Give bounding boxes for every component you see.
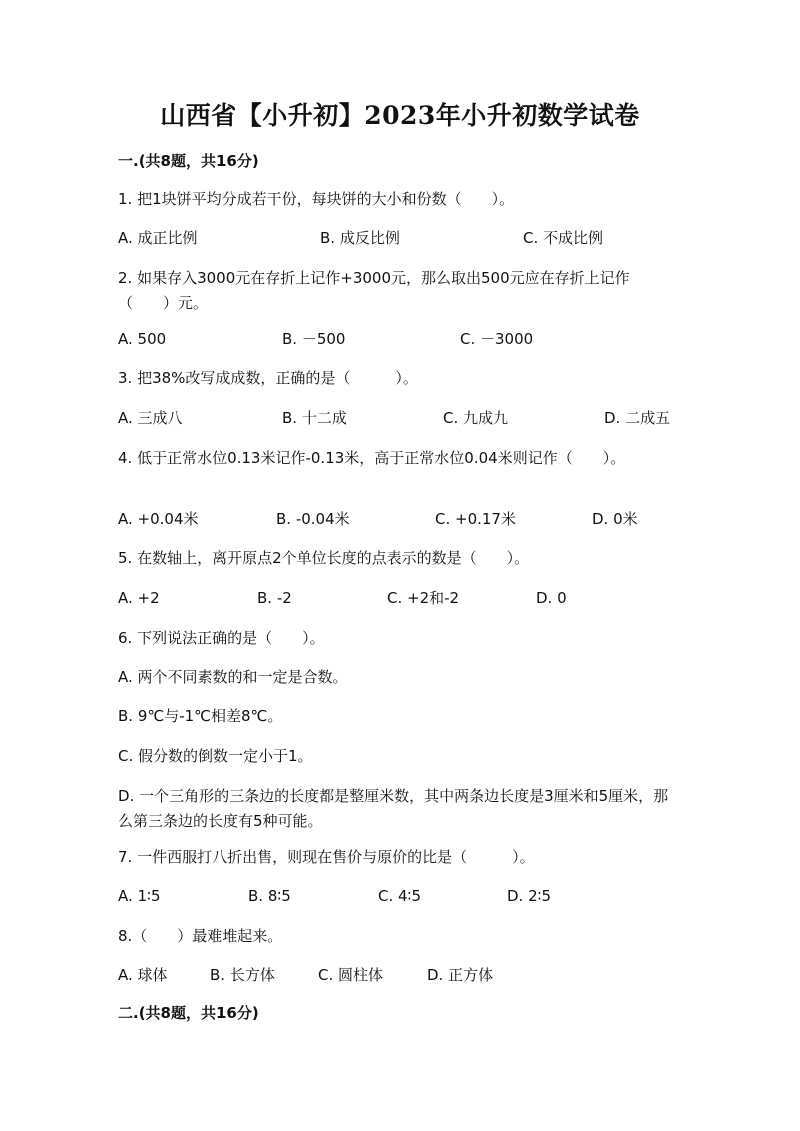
question-3-option-d: D. 二成五 <box>604 409 671 427</box>
question-4-option-c: C. +0.17米 <box>435 510 516 528</box>
section-heading: 一.(共8题，共16分) <box>118 152 259 170</box>
question-2-option-a: A. 500 <box>118 330 167 348</box>
question-7-option-b: B. 8∶5 <box>248 887 291 905</box>
question-3-option-c: C. 九成九 <box>443 409 509 427</box>
question-4-option-b: B. -0.04米 <box>276 510 350 528</box>
question-1-option-a: A. 成正比例 <box>118 229 198 247</box>
question-7-stem: 7. 一件西服打八折出售，则现在售价与原价的比是（ ）。 <box>118 848 535 866</box>
question-7-option-d: D. 2∶5 <box>507 887 552 905</box>
question-1-stem: 1. 把1块饼平均分成若干份，每块饼的大小和份数（ ）。 <box>118 190 515 208</box>
question-3-option-b: B. 十二成 <box>282 409 347 427</box>
question-5-option-b: B. -2 <box>257 589 292 607</box>
question-4-stem: 4. 低于正常水位0.13米记作-0.13米，高于正常水位0.04米则记作（ ）。 <box>118 449 626 467</box>
question-6-option-c: C. 假分数的倒数一定小于1。 <box>118 747 313 765</box>
question-8-option-d: D. 正方体 <box>427 966 494 984</box>
question-7-option-a: A. 1∶5 <box>118 887 161 905</box>
question-8-option-c: C. 圆柱体 <box>318 966 384 984</box>
question-5-option-c: C. +2和-2 <box>387 589 460 607</box>
question-5-stem: 5. 在数轴上，离开原点2个单位长度的点表示的数是（ ）。 <box>118 549 530 567</box>
question-7-option-c: C. 4∶5 <box>378 887 422 905</box>
question-4-option-d: D. 0米 <box>592 510 638 528</box>
question-6-stem: 6. 下列说法正确的是（ ）。 <box>118 629 325 647</box>
question-2-option-b: B. －500 <box>282 330 346 348</box>
question-1-option-c: C. 不成比例 <box>523 229 604 247</box>
question-2-stem: 2. 如果存入3000元在存折上记作+3000元，那么取出500元应在存折上记作（ ）元。 <box>118 269 630 312</box>
question-5-option-d: D. 0 <box>536 589 567 607</box>
question-2-option-c: C. －3000 <box>460 330 534 348</box>
question-6-option-b: B. 9℃与-1℃相差8℃。 <box>118 707 283 725</box>
section-heading: 二.(共8题，共16分) <box>118 1004 259 1022</box>
question-5-option-a: A. +2 <box>118 589 160 607</box>
question-8-option-a: A. 球体 <box>118 966 168 984</box>
question-6-option-d: D. 一个三角形的三条边的长度都是整厘米数，其中两条边长度是3厘米和5厘米，那么第三条边的长度有5种可能。 <box>118 787 669 830</box>
question-8-stem: 8.（ ）最难堆起来。 <box>118 927 283 945</box>
question-6-option-a: A. 两个不同素数的和一定是合数。 <box>118 668 348 686</box>
question-1-option-b: B. 成反比例 <box>320 229 400 247</box>
question-3-stem: 3. 把38%改写成成数，正确的是（ ）。 <box>118 369 418 387</box>
question-8-option-b: B. 长方体 <box>210 966 275 984</box>
question-4-option-a: A. +0.04米 <box>118 510 199 528</box>
question-3-option-a: A. 三成八 <box>118 409 183 427</box>
page-title: 山西省【小升初】2023年小升初数学试卷 <box>160 101 640 130</box>
